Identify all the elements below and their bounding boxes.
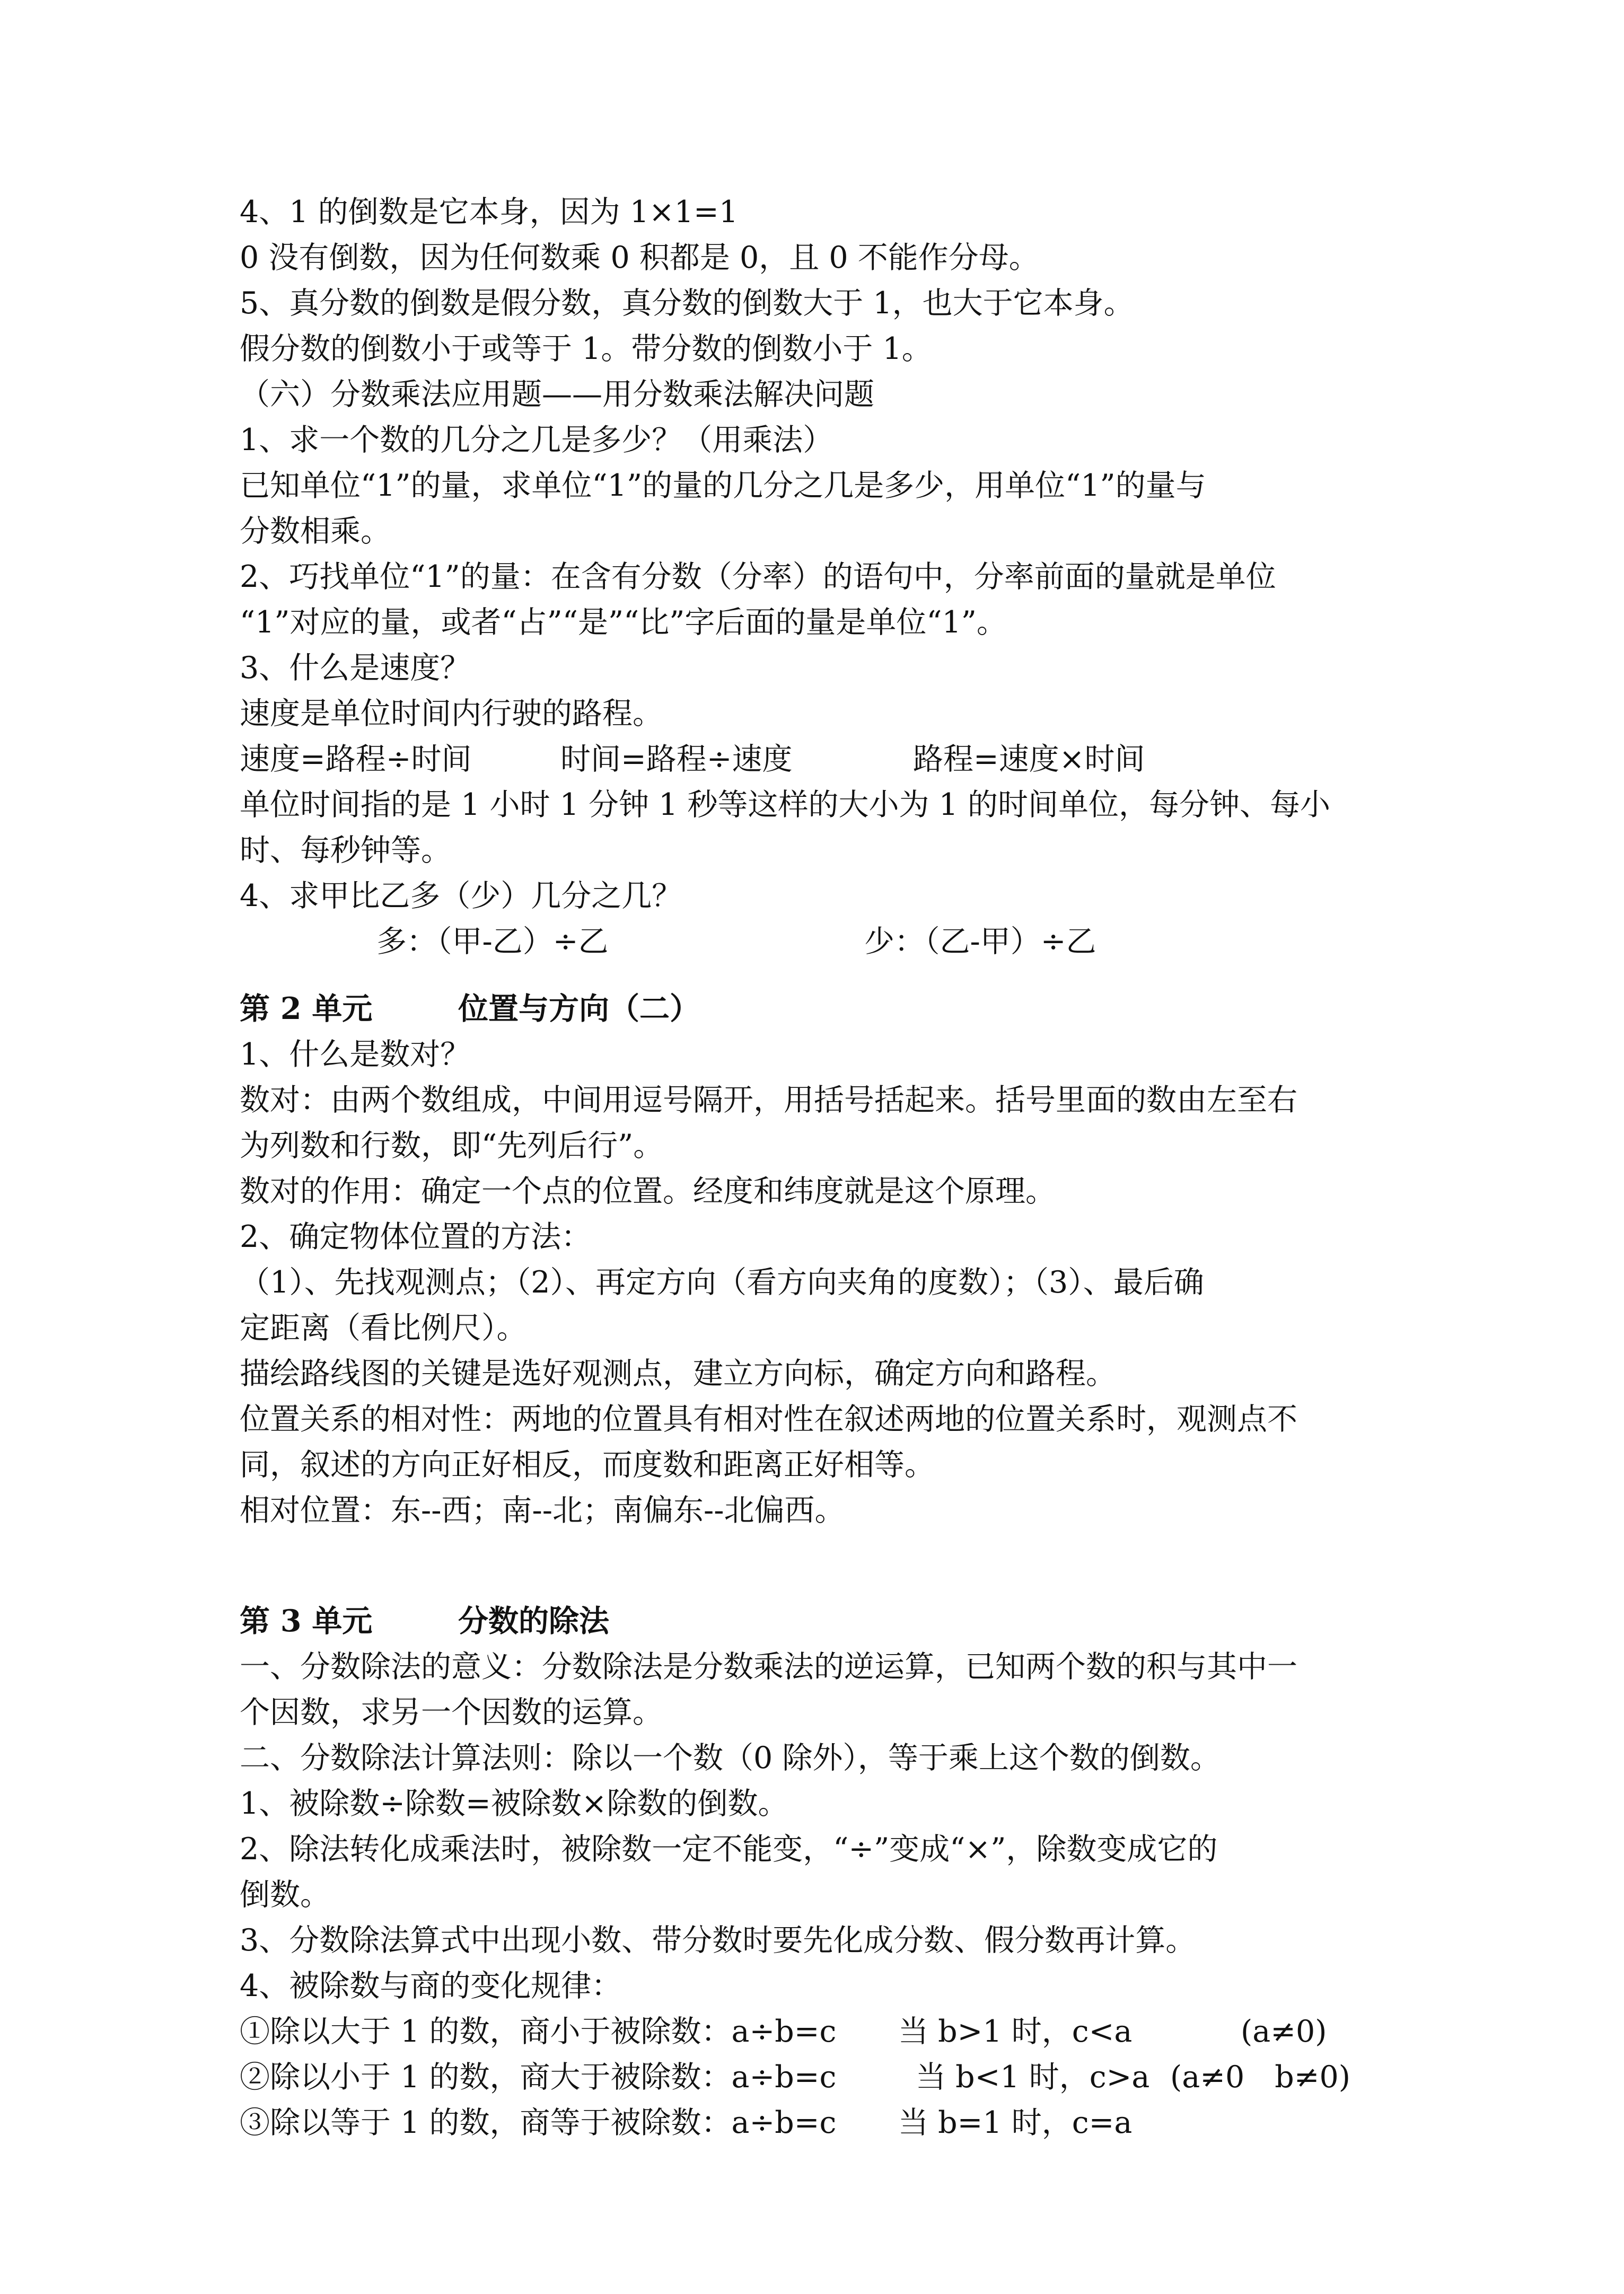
text-line: 已知单位“1”的量，求单位“1”的量的几分之几是多少，用单位“1”的量与	[240, 468, 1206, 503]
rule-condition: 当 b=1 时，c=a	[898, 2105, 1133, 2140]
text-line: 1、什么是数对？	[240, 1037, 471, 1072]
rule-statement: ②除以小于 1 的数，商大于被除数：a÷b=c	[240, 2060, 837, 2095]
rule-note: (a≠0)	[1241, 2014, 1327, 2049]
text-line: “1”对应的量，或者“占”“是”“比”字后面的量是单位“1”。	[240, 605, 1007, 640]
text-line: （1）、先找观测点；（2）、再定方向（看方向夹角的度数）；（3）、最后确	[240, 1265, 1204, 1300]
text-line: 同，叙述的方向正好相反，而度数和距离正好相等。	[240, 1447, 935, 1482]
rule-note: (a≠0 b≠0)	[1170, 2060, 1350, 2095]
text-line: 二、分数除法计算法则：除以一个数（0 除外），等于乘上这个数的倒数。	[240, 1741, 1221, 1776]
unit-title: 分数的除法	[458, 1603, 609, 1639]
unit-heading	[240, 986, 1406, 1032]
time-formula: 时间=路程÷速度	[560, 742, 793, 777]
text-line: 2、巧找单位“1”的量：在含有分数（分率）的语句中，分率前面的量就是单位	[240, 559, 1276, 594]
text-line: 分数相乘。	[240, 514, 391, 549]
text-line: 假分数的倒数小于或等于 1。带分数的倒数小于 1。	[240, 331, 932, 366]
text-line: 5、真分数的倒数是假分数，真分数的倒数大于 1，也大于它本身。	[240, 286, 1134, 321]
distance-formula: 路程=速度×时间	[913, 742, 1145, 777]
unit-number: 第 2 单元	[240, 991, 373, 1026]
text-line: 定距离（看比例尺）。	[240, 1311, 527, 1346]
speed-formula: 速度=路程÷时间	[240, 742, 472, 777]
section-subheading: （六）分数乘法应用题——用分数乘法解决问题	[240, 377, 874, 412]
text-line: 数对：由两个数组成，中间用逗号隔开，用括号括起来。括号里面的数由左至右	[240, 1083, 1297, 1118]
text-line: 1、求一个数的几分之几是多少？（用乘法）	[240, 423, 833, 458]
text-line: 2、除法转化成乘法时，被除数一定不能变，“÷”变成“×”，除数变成它的	[240, 1832, 1218, 1867]
rule-statement: ③除以等于 1 的数，商等于被除数：a÷b=c	[240, 2105, 837, 2140]
rule-condition: 当 b<1 时，c>a	[916, 2060, 1150, 2095]
unit-heading	[240, 1598, 1406, 1644]
text-line: 描绘路线图的关键是选好观测点，建立方向标，确定方向和路程。	[240, 1356, 1116, 1391]
rule-row	[240, 2009, 1406, 2054]
rule-row	[240, 2100, 1406, 2146]
text-line: 个因数，求另一个因数的运算。	[240, 1695, 663, 1730]
rule-condition: 当 b>1 时，c<a	[898, 2014, 1133, 2049]
rule-statement: ①除以大于 1 的数，商小于被除数：a÷b=c	[240, 2014, 837, 2049]
text-line: 4、1 的倒数是它本身，因为 1×1=1	[240, 195, 739, 230]
text-line: 4、求甲比乙多（少）几分之几？	[240, 878, 682, 913]
more-formula: 多：（甲-乙）÷乙	[376, 924, 609, 959]
text-line: 位置关系的相对性：两地的位置具有相对性在叙述两地的位置关系时，观测点不	[240, 1402, 1297, 1437]
unit-number: 第 3 单元	[240, 1603, 373, 1639]
text-line: 一、分数除法的意义：分数除法是分数乘法的逆运算，已知两个数的积与其中一	[240, 1649, 1297, 1684]
formula-row	[240, 919, 1406, 964]
text-line: 倒数。	[240, 1877, 330, 1912]
text-line: 3、什么是速度？	[240, 651, 471, 685]
text-line: 2、确定物体位置的方法：	[240, 1219, 592, 1254]
text-line: 相对位置：东--西；南--北；南偏东--北偏西。	[240, 1493, 845, 1528]
less-formula: 少：（乙-甲）÷乙	[864, 924, 1096, 959]
rule-row	[240, 2054, 1406, 2100]
text-line: 单位时间指的是 1 小时 1 分钟 1 秒等这样的大小为 1 的时间单位，每分钟、每小	[240, 787, 1331, 822]
unit-title: 位置与方向（二）	[458, 991, 700, 1026]
text-line: 数对的作用：确定一个点的位置。经度和纬度就是这个原理。	[240, 1174, 1056, 1209]
text-line: 3、分数除法算式中出现小数、带分数时要先化成分数、假分数再计算。	[240, 1923, 1196, 1958]
formula-row	[240, 736, 1406, 782]
text-line: 为列数和行数，即“先列后行”。	[240, 1128, 664, 1163]
text-line: 4、被除数与商的变化规律：	[240, 1968, 622, 2003]
text-line: 时、每秒钟等。	[240, 833, 451, 868]
text-line: 0 没有倒数，因为任何数乘 0 积都是 0，且 0 不能作分母。	[240, 240, 1039, 275]
text-line: 1、被除数÷除数=被除数×除数的倒数。	[240, 1786, 788, 1821]
text-line: 速度是单位时间内行驶的路程。	[240, 696, 663, 731]
